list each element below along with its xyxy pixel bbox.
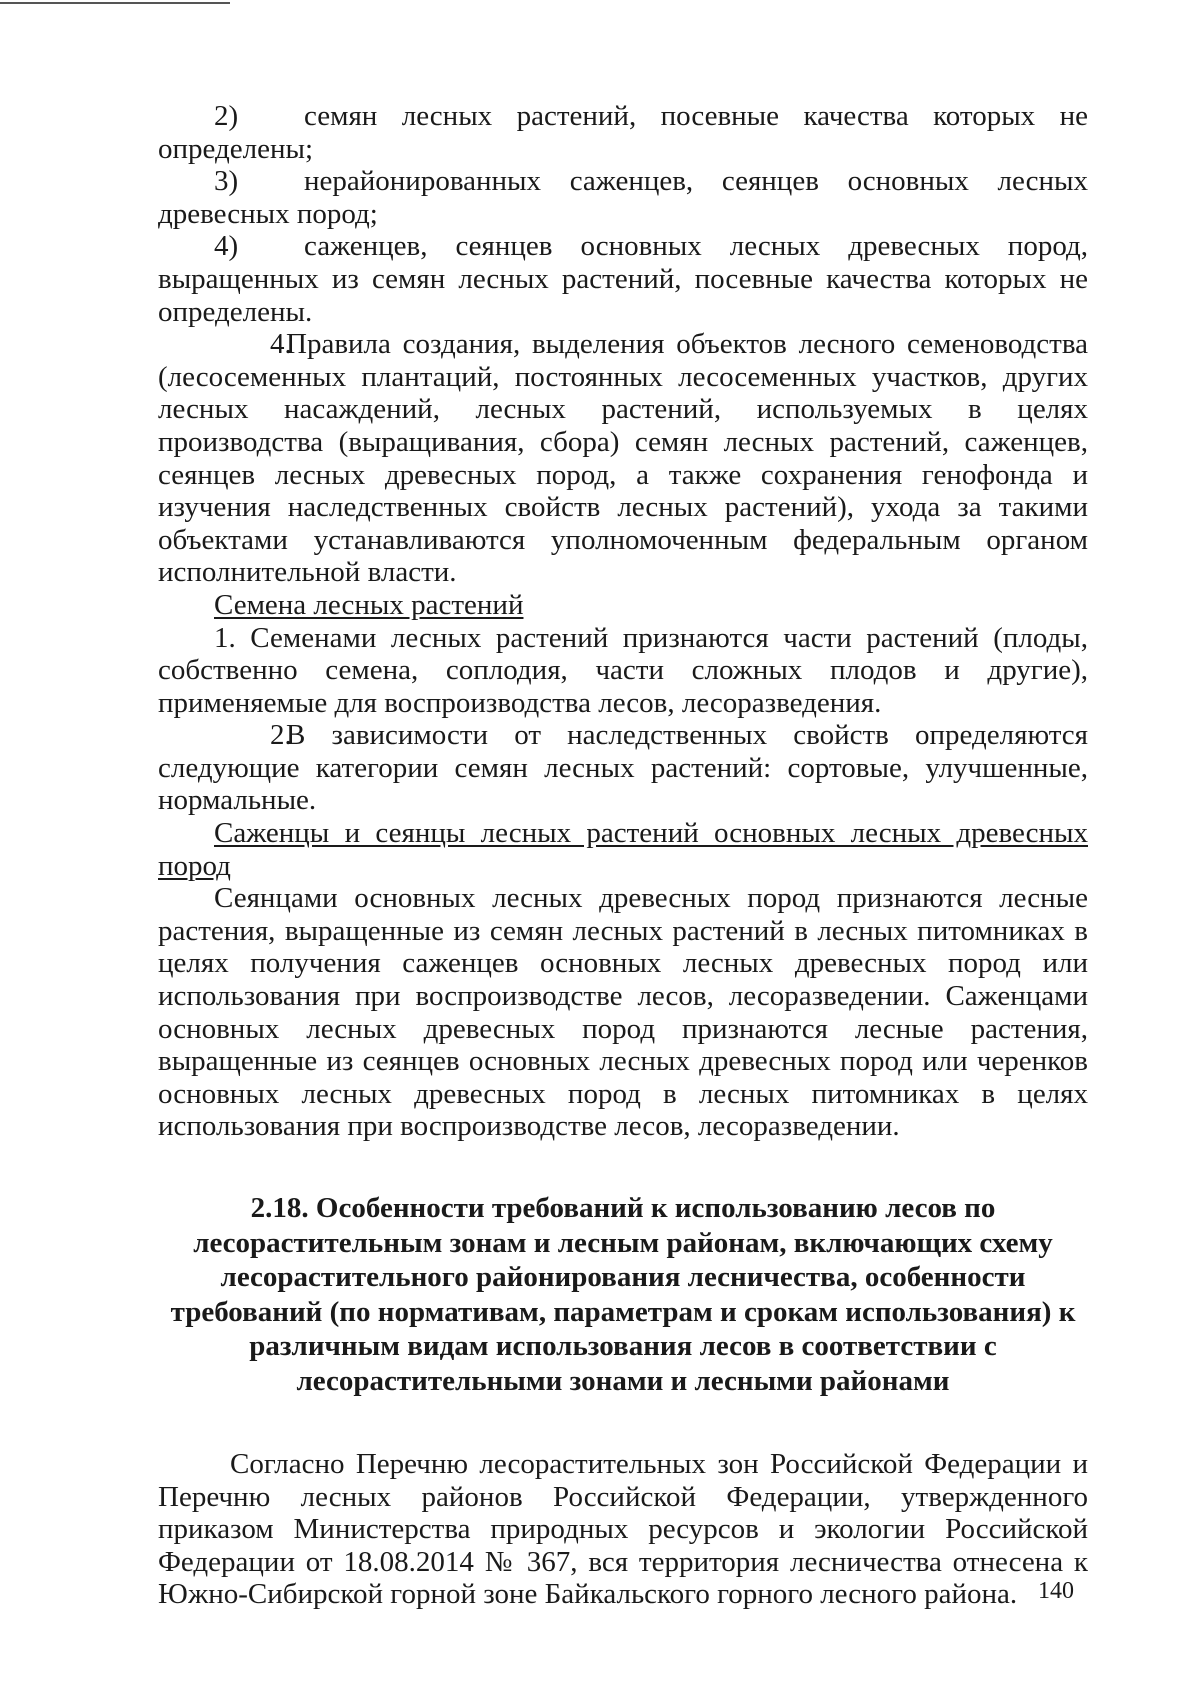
subheading-text: Саженцы и сеянцы лесных растений основных лесных древесных пород xyxy=(158,817,1088,882)
list-item-4 xyxy=(158,230,1088,328)
paragraph-4 xyxy=(158,328,1088,589)
list-text: саженцев, сеянцев основных лесных древесных пород, выращенных из семян лесных растений, посевные качества которых не определены. xyxy=(158,230,1088,328)
subheading-text: Семена лесных растений xyxy=(214,588,524,621)
paragraph-number: 4. xyxy=(270,328,292,361)
page-number: 140 xyxy=(1038,1578,1074,1604)
final-paragraph: Согласно Перечню лесорастительных зон Российской Федерации и Перечню лесных районов Российской Федерации, утвержденного приказом Министерства природных ресурсов и экологии Российской Федерации от 18.08.2014 № 367, вся территория лесничества отнесена к Южно-Сибирской горной зоне Байкальского горного лесного района. xyxy=(158,1448,1088,1611)
paragraph-text: В зависимости от наследственных свойств определяются следующие категории семян лесных растений: сортовые, улучшенные, нормальные. xyxy=(158,719,1088,817)
scan-artifact-line xyxy=(0,2,230,4)
subheading-seedlings xyxy=(158,817,1088,882)
document-page xyxy=(158,100,1088,1611)
list-number: 2) xyxy=(214,100,239,132)
section-heading: 2.18. Особенности требований к использованию лесов по лесорастительным зонам и лесным районам, включающих схему лесорастительного районирования лесничества, особенности требований (по нормативам, параметрам и срокам использования) к различным видам использования лесов в соответствии с лесорастительными зонами и лесными районами xyxy=(170,1192,1076,1397)
seeds-paragraph-2 xyxy=(158,719,1088,817)
list-text: нерайонированных саженцев, сеянцев основных лесных древесных пород; xyxy=(158,165,1088,230)
list-item-2 xyxy=(158,100,1088,165)
list-number: 4) xyxy=(214,230,239,263)
paragraph-number: 2. xyxy=(270,719,292,752)
list-item-3 xyxy=(158,165,1088,230)
paragraph-text: Правила создания, выделения объектов лесного семеноводства (лесосеменных плантаций, постоянных лесосеменных участков, других лесных насаждений, лесных растений, используемых в целях производства (выращивания, сбора) семян лесных растений, саженцев, сеянцев лесных древесных пород, а также сохранения генофонда и изучения наследственных свойств лесных растений), ухода за такими объектами устанавливаются уполномоченным федеральным органом исполнительной власти. xyxy=(158,328,1088,589)
list-text: семян лесных растений, посевные качества которых не определены; xyxy=(158,100,1088,165)
seedlings-paragraph: Сеянцами основных лесных древесных пород признаются лесные растения, выращенные из семян лесных растений в лесных питомниках в целях получения саженцев основных лесных древесных пород или использования при воспроизводстве лесов, лесоразведении. Саженцами основных лесных древесных пород признаются лесные растения, выращенные из сеянцев основных лесных древесных пород или черенков основных лесных древесных пород в лесных питомниках в целях использования при воспроизводстве лесов, лесоразведении. xyxy=(158,882,1088,1143)
subheading-seeds xyxy=(158,589,1088,622)
seeds-paragraph-1: 1. Семенами лесных растений признаются части растений (плоды, собственно семена, соплодия, части сложных плодов и другие), применяемые для воспроизводства лесов, лесоразведения. xyxy=(158,621,1088,719)
list-number: 3) xyxy=(214,165,239,198)
